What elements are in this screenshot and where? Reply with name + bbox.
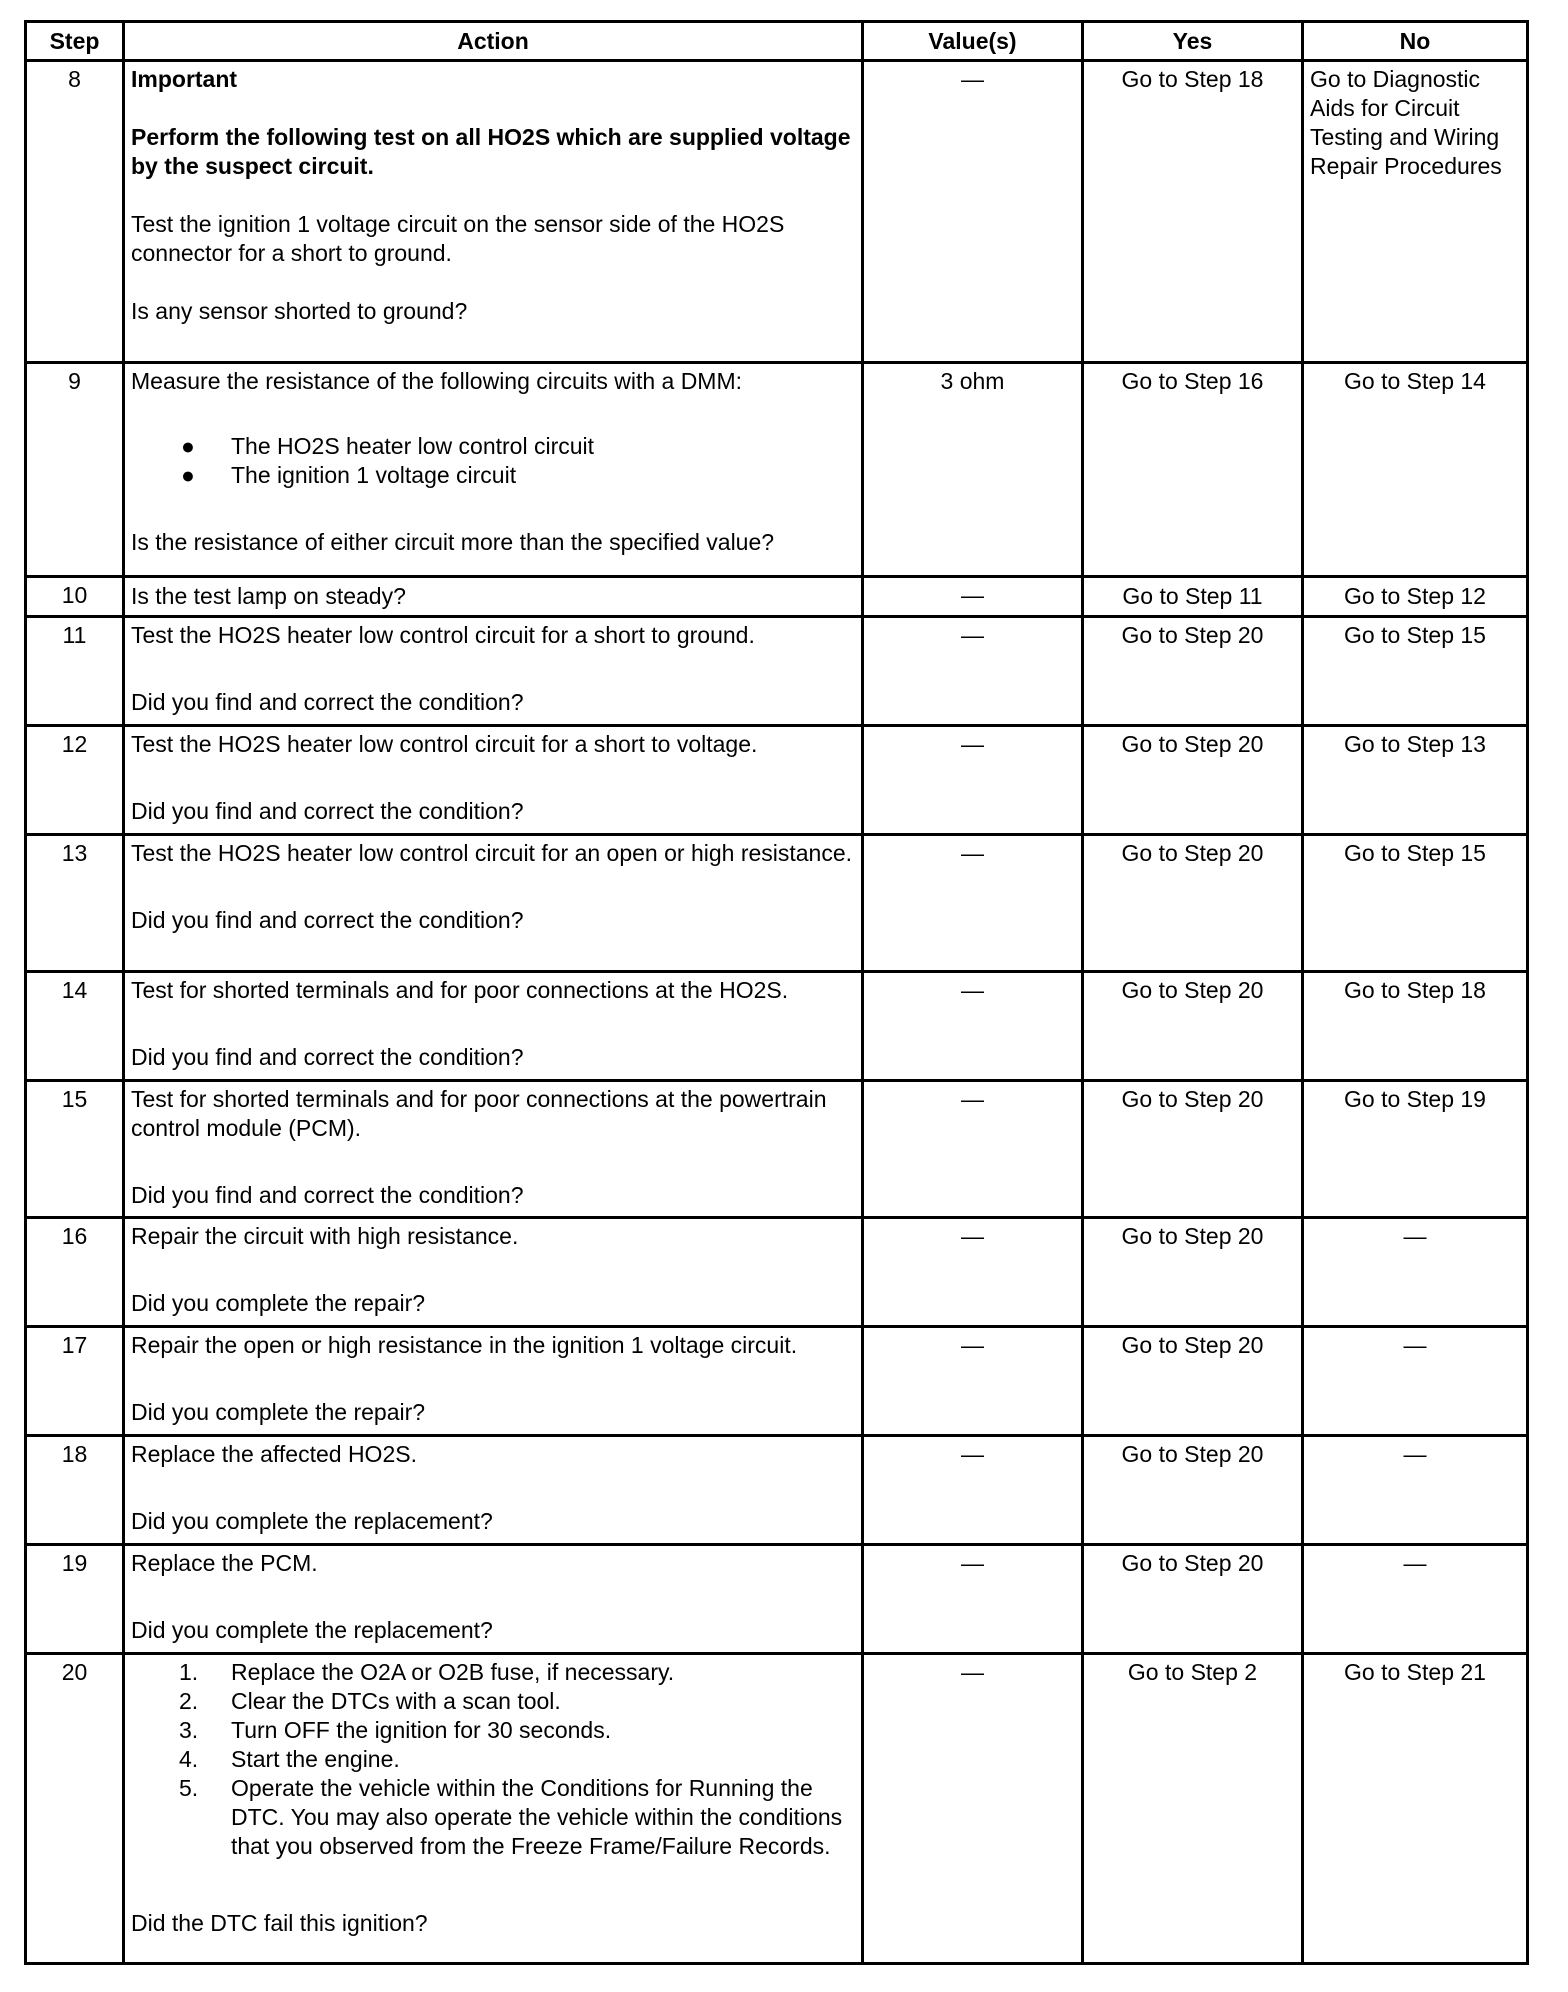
list-number: 1. xyxy=(179,1659,199,1685)
no-cell: Go to Step 14 xyxy=(1303,363,1528,577)
value-cell: — xyxy=(863,1436,1083,1545)
action-cell xyxy=(124,972,863,1081)
yes-cell: Go to Step 20 xyxy=(1083,1081,1303,1218)
value-cell: — xyxy=(863,1218,1083,1327)
bullet-text: The HO2S heater low control circuit xyxy=(231,433,595,459)
no-cell: Go to Diagnostic Aids for Circuit Testing and Wiring Repair Procedures xyxy=(1303,61,1528,363)
table-row xyxy=(26,1218,1528,1327)
value-cell: — xyxy=(863,1654,1083,1964)
step-number: 15 xyxy=(26,1081,124,1218)
question-text: Did you complete the replacement? xyxy=(131,1508,493,1534)
table-row xyxy=(26,726,1528,835)
value-cell: — xyxy=(863,61,1083,363)
action-text: Replace the PCM. xyxy=(131,1550,318,1576)
step-number: 11 xyxy=(26,617,124,726)
action-text: Test the HO2S heater low control circuit for a short to ground. xyxy=(131,622,755,648)
step-number: 14 xyxy=(26,972,124,1081)
step-number: 16 xyxy=(26,1218,124,1327)
question-text: Did you complete the repair? xyxy=(131,1290,426,1316)
table-row xyxy=(26,1327,1528,1436)
value-cell: — xyxy=(863,835,1083,972)
action-text: Measure the resistance of the following circuits with a DMM: xyxy=(131,368,743,394)
table-row xyxy=(26,972,1528,1081)
numbered-list xyxy=(131,1658,855,1861)
step-number: 10 xyxy=(26,577,124,617)
action-text: Test the HO2S heater low control circuit for an open or high resistance. xyxy=(131,840,853,866)
question-text: Is the test lamp on steady? xyxy=(131,583,406,609)
yes-cell: Go to Step 20 xyxy=(1083,1436,1303,1545)
table-row xyxy=(26,61,1528,363)
question-text: Did you find and correct the condition? xyxy=(131,1182,524,1208)
header-step: Step xyxy=(26,22,124,61)
table-row xyxy=(26,1545,1528,1654)
yes-cell: Go to Step 20 xyxy=(1083,617,1303,726)
yes-cell: Go to Step 2 xyxy=(1083,1654,1303,1964)
bullet-text: The ignition 1 voltage circuit xyxy=(231,462,517,488)
action-text: Test the ignition 1 voltage circuit on the sensor side of the HO2S connector for a short to ground. xyxy=(131,211,785,266)
important-note: Perform the following test on all HO2S which are supplied voltage by the suspect circuit. xyxy=(131,124,851,179)
action-text: Repair the open or high resistance in the ignition 1 voltage circuit. xyxy=(131,1332,798,1358)
action-text: Test for shorted terminals and for poor connections at the HO2S. xyxy=(131,977,789,1003)
step-number: 20 xyxy=(26,1654,124,1964)
no-cell: — xyxy=(1303,1218,1528,1327)
list-text: Turn OFF the ignition for 30 seconds. xyxy=(231,1717,612,1743)
step-number: 19 xyxy=(26,1545,124,1654)
yes-cell: Go to Step 20 xyxy=(1083,835,1303,972)
step-number: 17 xyxy=(26,1327,124,1436)
no-cell: — xyxy=(1303,1436,1528,1545)
table-row xyxy=(26,363,1528,577)
table-row xyxy=(26,1654,1528,1964)
question-text: Did you find and correct the condition? xyxy=(131,907,524,933)
action-text: Test for shorted terminals and for poor connections at the powertrain control module (PCM). xyxy=(131,1086,827,1141)
header-yes: Yes xyxy=(1083,22,1303,61)
list-item xyxy=(131,1687,855,1716)
yes-cell: Go to Step 20 xyxy=(1083,1545,1303,1654)
header-action: Action xyxy=(124,22,863,61)
no-cell: Go to Step 15 xyxy=(1303,835,1528,972)
value-cell: — xyxy=(863,1081,1083,1218)
action-text: Test the HO2S heater low control circuit for a short to voltage. xyxy=(131,731,758,757)
value-cell: — xyxy=(863,1545,1083,1654)
list-number: 2. xyxy=(179,1688,199,1714)
no-cell: Go to Step 13 xyxy=(1303,726,1528,835)
question-text: Did you find and correct the condition? xyxy=(131,798,524,824)
no-cell: Go to Step 12 xyxy=(1303,577,1528,617)
no-cell: — xyxy=(1303,1327,1528,1436)
list-item xyxy=(131,1745,855,1774)
list-item xyxy=(131,432,855,461)
yes-cell: Go to Step 16 xyxy=(1083,363,1303,577)
important-label: Important xyxy=(131,66,238,92)
step-number: 13 xyxy=(26,835,124,972)
list-text: Start the engine. xyxy=(231,1746,400,1772)
table-row xyxy=(26,577,1528,617)
table-row xyxy=(26,835,1528,972)
action-cell xyxy=(124,835,863,972)
list-number: 5. xyxy=(179,1775,199,1801)
question-text: Is any sensor shorted to ground? xyxy=(131,298,468,324)
list-number: 3. xyxy=(179,1717,199,1743)
action-cell xyxy=(124,1654,863,1964)
list-number: 4. xyxy=(179,1746,199,1772)
list-item xyxy=(131,461,855,490)
action-cell xyxy=(124,363,863,577)
step-number: 18 xyxy=(26,1436,124,1545)
value-cell: — xyxy=(863,726,1083,835)
yes-cell: Go to Step 20 xyxy=(1083,1218,1303,1327)
action-cell xyxy=(124,617,863,726)
value-cell: — xyxy=(863,577,1083,617)
table-row xyxy=(26,617,1528,726)
list-text: Operate the vehicle within the Conditions for Running the DTC. You may also operate the vehicle within the conditions that you observed from the Freeze Frame/Failure Records. xyxy=(231,1775,843,1859)
yes-cell: Go to Step 20 xyxy=(1083,1327,1303,1436)
action-cell xyxy=(124,577,863,617)
question-text: Did you find and correct the condition? xyxy=(131,689,524,715)
yes-cell: Go to Step 20 xyxy=(1083,972,1303,1081)
question-text: Did you complete the replacement? xyxy=(131,1617,493,1643)
yes-cell: Go to Step 20 xyxy=(1083,726,1303,835)
header-values: Value(s) xyxy=(863,22,1083,61)
value-cell: — xyxy=(863,617,1083,726)
list-text: Replace the O2A or O2B fuse, if necessary. xyxy=(231,1659,675,1685)
list-item xyxy=(131,1716,855,1745)
no-cell: — xyxy=(1303,1545,1528,1654)
no-cell: Go to Step 21 xyxy=(1303,1654,1528,1964)
header-no: No xyxy=(1303,22,1528,61)
action-cell xyxy=(124,1081,863,1218)
step-number: 8 xyxy=(26,61,124,363)
action-text: Repair the circuit with high resistance. xyxy=(131,1223,519,1249)
no-cell: Go to Step 15 xyxy=(1303,617,1528,726)
no-cell: Go to Step 18 xyxy=(1303,972,1528,1081)
question-text: Did you find and correct the condition? xyxy=(131,1044,524,1070)
bullet-list xyxy=(131,432,855,490)
value-cell: 3 ohm xyxy=(863,363,1083,577)
no-cell: Go to Step 19 xyxy=(1303,1081,1528,1218)
diagnostic-table xyxy=(24,20,1529,1965)
list-item xyxy=(131,1658,855,1687)
question-text: Did the DTC fail this ignition? xyxy=(131,1910,428,1936)
action-cell xyxy=(124,1545,863,1654)
action-cell xyxy=(124,726,863,835)
action-cell xyxy=(124,1218,863,1327)
table-row xyxy=(26,1436,1528,1545)
header-row xyxy=(26,22,1528,61)
action-cell xyxy=(124,61,863,363)
step-number: 9 xyxy=(26,363,124,577)
question-text: Did you complete the repair? xyxy=(131,1399,426,1425)
value-cell: — xyxy=(863,972,1083,1081)
action-cell xyxy=(124,1327,863,1436)
bullet-icon: ● xyxy=(181,462,195,488)
step-number: 12 xyxy=(26,726,124,835)
bullet-icon: ● xyxy=(181,433,195,459)
list-item xyxy=(131,1774,855,1861)
list-text: Clear the DTCs with a scan tool. xyxy=(231,1688,561,1714)
table-row xyxy=(26,1081,1528,1218)
value-cell: — xyxy=(863,1327,1083,1436)
question-text: Is the resistance of either circuit more than the specified value? xyxy=(131,529,775,555)
action-text: Replace the affected HO2S. xyxy=(131,1441,417,1467)
action-cell xyxy=(124,1436,863,1545)
yes-cell: Go to Step 11 xyxy=(1083,577,1303,617)
yes-cell: Go to Step 18 xyxy=(1083,61,1303,363)
